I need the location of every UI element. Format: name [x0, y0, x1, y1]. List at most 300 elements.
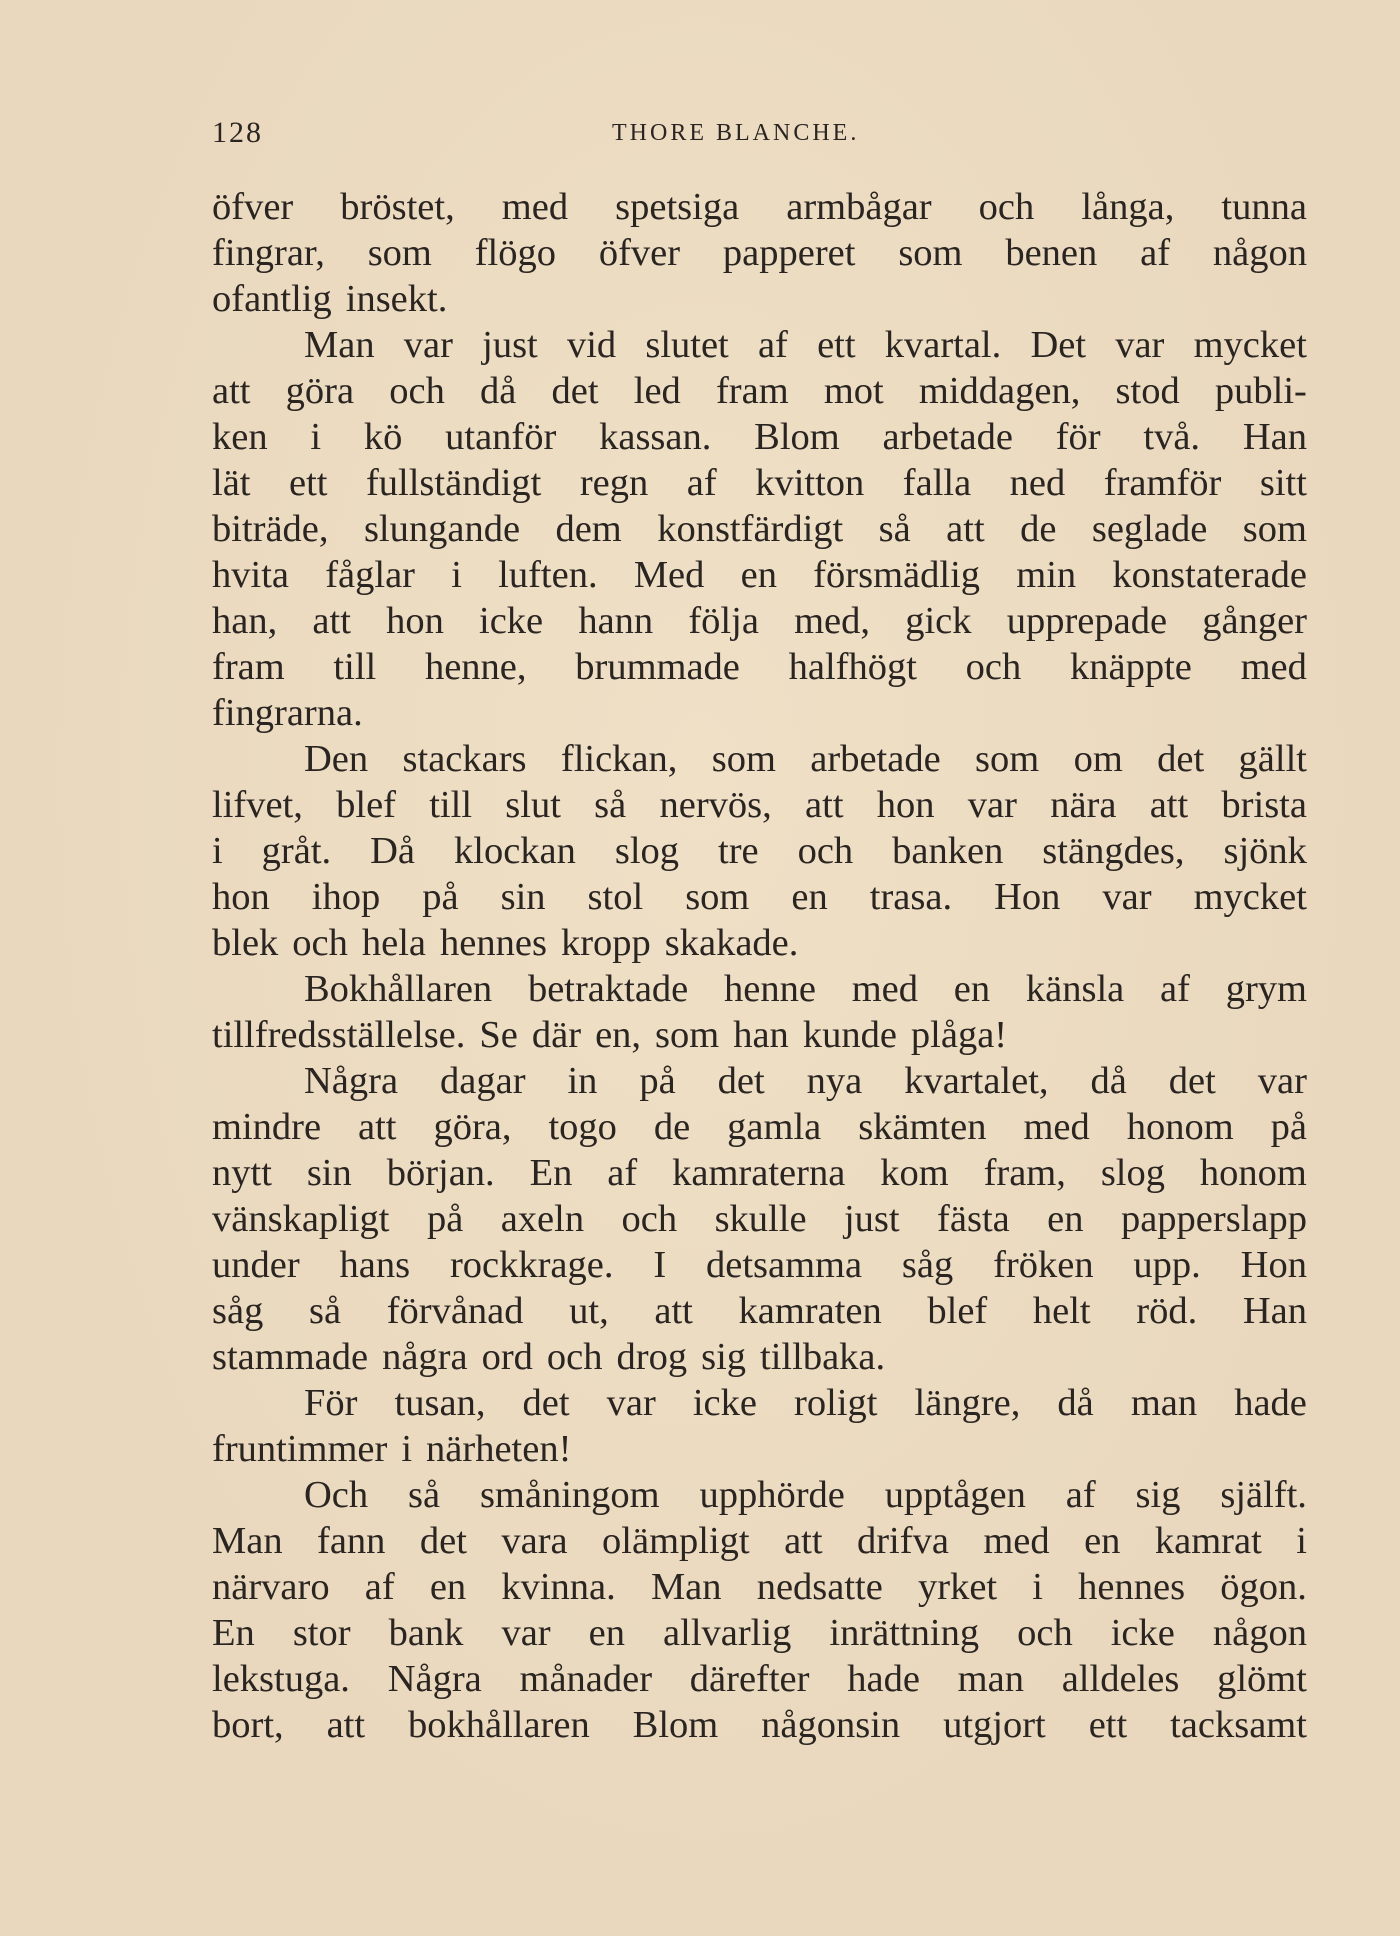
word: som — [711, 738, 776, 780]
text-line — [212, 1104, 1307, 1150]
word: som — [685, 876, 750, 918]
word: följa — [688, 600, 759, 642]
word: småningom — [479, 1474, 660, 1516]
word: med, — [794, 600, 871, 642]
word: och — [292, 922, 348, 964]
word: benen — [1005, 232, 1098, 274]
word: Man — [212, 1520, 283, 1562]
word: falla — [902, 462, 972, 504]
word: af — [1065, 1474, 1096, 1516]
word: och — [546, 1336, 603, 1378]
text-line — [212, 1472, 1307, 1518]
word: banken — [892, 830, 1004, 872]
word: någonsin — [761, 1704, 901, 1746]
word: stol — [587, 876, 644, 918]
word: kamraten — [738, 1290, 882, 1332]
word: vara — [501, 1520, 568, 1562]
word: Han — [1242, 1290, 1307, 1332]
word: två. — [1143, 416, 1201, 458]
word: nedsatte — [756, 1566, 883, 1608]
word: halfhögt — [788, 646, 917, 688]
word: stackars — [402, 738, 527, 780]
word: led — [633, 370, 681, 412]
word: fingrarna. — [212, 692, 363, 734]
text-line — [212, 322, 1307, 368]
word: en — [1084, 1520, 1121, 1562]
word: med — [1023, 1106, 1090, 1148]
word: i — [1296, 1520, 1307, 1562]
word: att — [784, 1520, 823, 1562]
word: sitt — [1259, 462, 1307, 504]
word: kö — [363, 416, 403, 458]
word: göra, — [433, 1106, 512, 1148]
word: brummade — [575, 646, 740, 688]
word: slut — [505, 784, 561, 826]
word: såg — [901, 1244, 954, 1286]
word: öfver — [212, 186, 294, 228]
word: arbetade — [810, 738, 941, 780]
word: vänskapligt — [212, 1198, 390, 1240]
word: och — [389, 370, 445, 412]
word: drog — [616, 1336, 688, 1378]
text-line — [212, 1702, 1307, 1748]
word: att — [326, 1704, 366, 1746]
word: det — [551, 370, 599, 412]
word: slog — [614, 830, 680, 872]
word: För — [304, 1382, 358, 1424]
word: papperet — [722, 232, 856, 274]
word: de — [1020, 508, 1057, 550]
word: var — [403, 324, 453, 366]
word: konstfärdigt — [657, 508, 844, 550]
word: lifvet, — [212, 784, 303, 826]
word: hann — [578, 600, 654, 642]
word: sjönk — [1223, 830, 1307, 872]
word: axeln — [500, 1198, 585, 1240]
word: där — [531, 1014, 582, 1056]
word: till — [333, 646, 377, 688]
word: på — [639, 1060, 676, 1102]
word: att — [358, 1106, 397, 1148]
word: alldeles — [1061, 1658, 1180, 1700]
word: utgjort — [943, 1704, 1046, 1746]
word: fram — [715, 370, 789, 412]
word: nya — [806, 1060, 863, 1102]
word: fåglar — [325, 554, 415, 596]
word: just — [482, 324, 538, 366]
word: skämten — [858, 1106, 987, 1148]
word: hon — [386, 600, 444, 642]
text-line — [212, 736, 1307, 782]
word: Blom — [754, 416, 840, 458]
word: stor — [292, 1612, 351, 1654]
word: att — [312, 600, 351, 642]
word: bokhållaren — [407, 1704, 590, 1746]
text-line — [212, 598, 1307, 644]
word: henne, — [424, 646, 527, 688]
word: drifva — [856, 1520, 949, 1562]
word: kassan. — [599, 416, 712, 458]
word: och — [621, 1198, 678, 1240]
word: långa, — [1081, 186, 1175, 228]
word: kvartal. — [884, 324, 1002, 366]
text-line — [212, 368, 1307, 414]
word: detsamma — [705, 1244, 863, 1286]
word: upphörde — [699, 1474, 845, 1516]
word: att — [946, 508, 985, 550]
word: mycket — [1193, 876, 1307, 918]
word: fingrar, — [212, 232, 325, 274]
text-line — [212, 1242, 1307, 1288]
word: biträde, — [212, 508, 329, 550]
word: slog — [1100, 1152, 1165, 1194]
word: var — [967, 784, 1017, 826]
word: Man — [304, 324, 375, 366]
word: middagen, — [918, 370, 1081, 412]
word: kom — [880, 1152, 949, 1194]
word: glömt — [1217, 1658, 1307, 1700]
word: röd. — [1136, 1290, 1198, 1332]
text-line — [212, 1610, 1307, 1656]
word: olämpligt — [602, 1520, 750, 1562]
word: närvaro — [212, 1566, 330, 1608]
word: i — [310, 416, 322, 458]
word: sin — [500, 876, 546, 918]
word: tusan, — [394, 1382, 486, 1424]
body-text — [212, 184, 1307, 1748]
word: blef — [336, 784, 396, 826]
word: och — [797, 830, 854, 872]
text-line — [212, 782, 1307, 828]
word: Blom — [632, 1704, 719, 1746]
word: konstaterade — [1112, 554, 1307, 596]
word: så — [594, 784, 627, 826]
word: ned — [1009, 462, 1066, 504]
word: Den — [304, 738, 369, 780]
word: icke — [692, 1382, 757, 1424]
word: hela — [361, 922, 427, 964]
word: själft. — [1220, 1474, 1307, 1516]
word: hade — [847, 1658, 920, 1700]
word: fram, — [983, 1152, 1066, 1194]
word: någon — [1212, 1612, 1307, 1654]
word: nytt — [212, 1152, 272, 1194]
word: plåga! — [910, 1014, 1008, 1056]
word: han — [733, 1014, 789, 1056]
word: af — [757, 324, 788, 366]
word: Då — [370, 830, 416, 872]
word: utanför — [445, 416, 557, 458]
word: Hon — [994, 876, 1061, 918]
word: upp. — [1133, 1244, 1201, 1286]
word: just — [843, 1198, 900, 1240]
word: fästa — [937, 1198, 1010, 1240]
word: fruntimmer — [212, 1428, 388, 1470]
word: upprepade — [1006, 600, 1168, 642]
word: kamrat — [1154, 1520, 1262, 1562]
word: om — [1073, 738, 1123, 780]
text-line — [212, 966, 1307, 1012]
word: en — [588, 1612, 626, 1654]
word: blek — [212, 922, 279, 964]
word: därefter — [689, 1658, 810, 1700]
word: man — [957, 1658, 1024, 1700]
text-line — [212, 414, 1307, 460]
word: sig — [1135, 1474, 1181, 1516]
word: ett — [1088, 1704, 1128, 1746]
text-line — [212, 920, 1307, 966]
word: insekt. — [345, 278, 448, 320]
word: hans — [339, 1244, 411, 1286]
word: En — [529, 1152, 573, 1194]
word: var — [1257, 1060, 1307, 1102]
word: tunna — [1221, 186, 1307, 228]
word: hon — [876, 784, 935, 826]
word: bröstet, — [340, 186, 455, 228]
word: förvånad — [386, 1290, 524, 1332]
word: sin — [306, 1152, 352, 1194]
word: Bokhållaren — [304, 968, 493, 1010]
word: dem — [555, 508, 622, 550]
text-line — [212, 1564, 1307, 1610]
word: med — [983, 1520, 1050, 1562]
running-head — [212, 116, 1307, 156]
word: det — [1157, 738, 1205, 780]
word: framför — [1103, 462, 1222, 504]
word: slutet — [645, 324, 729, 366]
word: närheten! — [426, 1428, 572, 1470]
word: honom — [1126, 1106, 1234, 1148]
text-line — [212, 276, 1307, 322]
word: Med — [633, 554, 705, 596]
word: mot — [823, 370, 884, 412]
word: ut, — [569, 1290, 609, 1332]
word: papperslapp — [1120, 1198, 1307, 1240]
word: man — [1130, 1382, 1198, 1424]
text-line — [212, 1380, 1307, 1426]
word: inrättning — [829, 1612, 980, 1654]
word: allvarlig — [663, 1612, 792, 1654]
word: på — [422, 876, 459, 918]
word: fullständigt — [365, 462, 542, 504]
word: en — [791, 876, 828, 918]
text-line — [212, 1058, 1307, 1104]
word: de — [653, 1106, 691, 1148]
word: En — [212, 1612, 255, 1654]
word: kvartalet, — [904, 1060, 1049, 1102]
word: stammade — [212, 1336, 369, 1378]
word: då — [1057, 1382, 1094, 1424]
word: och — [1017, 1612, 1073, 1654]
word: göra — [285, 370, 355, 412]
word: af — [607, 1152, 638, 1194]
word: tillfredsställelse. — [212, 1014, 466, 1056]
word: någon — [1212, 232, 1307, 274]
word: gick — [905, 600, 972, 642]
word: henne — [724, 968, 816, 1010]
word: fröken — [993, 1244, 1094, 1286]
word: slungande — [363, 508, 521, 550]
word: Några — [304, 1060, 399, 1102]
word: det — [717, 1060, 765, 1102]
word: hon — [212, 876, 270, 918]
word: det — [1168, 1060, 1216, 1102]
word: med — [501, 186, 569, 228]
word: publi- — [1214, 370, 1307, 412]
word: att — [654, 1290, 693, 1332]
word: af — [364, 1566, 395, 1608]
text-line — [212, 184, 1307, 230]
word: gamla — [727, 1106, 822, 1148]
word: brista — [1221, 784, 1307, 826]
word: klockan — [454, 830, 576, 872]
word: af — [1160, 968, 1190, 1010]
text-line — [212, 1012, 1307, 1058]
word: under — [212, 1244, 300, 1286]
word: Han — [1242, 416, 1307, 458]
word: med — [851, 968, 919, 1010]
text-line — [212, 1426, 1307, 1472]
running-title: THORE BLANCHE. — [612, 120, 860, 146]
word: nervös, — [659, 784, 772, 826]
word: det — [419, 1520, 467, 1562]
word: det — [522, 1382, 570, 1424]
word: ofantlig — [212, 278, 332, 320]
word: som — [1242, 508, 1307, 550]
word: en — [740, 554, 777, 596]
word: skakade. — [664, 922, 799, 964]
text-line — [212, 828, 1307, 874]
word: i — [1032, 1566, 1043, 1608]
word: Några — [387, 1658, 482, 1700]
word: Hon — [1240, 1244, 1307, 1286]
word: mycket — [1193, 324, 1307, 366]
text-line — [212, 874, 1307, 920]
word: känsla — [1025, 968, 1125, 1010]
word: ett — [288, 462, 328, 504]
word: seglade — [1091, 508, 1208, 550]
word: som — [367, 232, 432, 274]
page-number: 128 — [212, 116, 263, 149]
text-line — [212, 1518, 1307, 1564]
word: då — [480, 370, 517, 412]
word: icke — [1110, 1612, 1175, 1654]
word: lekstuga. — [212, 1658, 350, 1700]
word: öfver — [598, 232, 681, 274]
word: i — [401, 1428, 413, 1470]
word: hade — [1234, 1382, 1307, 1424]
word: kamraterna — [672, 1152, 846, 1194]
word: längre, — [914, 1382, 1021, 1424]
word: hennes — [440, 922, 547, 964]
word: icke — [479, 600, 544, 642]
word: så — [878, 508, 911, 550]
word: gånger — [1202, 600, 1307, 642]
word: hennes — [1078, 1566, 1186, 1608]
word: en — [953, 968, 991, 1010]
word: kvinna. — [501, 1566, 616, 1608]
word: ett — [817, 324, 856, 366]
word: bort, — [212, 1704, 284, 1746]
word: gällt — [1238, 738, 1307, 780]
word: kunde — [802, 1014, 897, 1056]
word: ögon. — [1220, 1566, 1307, 1608]
word: togo — [548, 1106, 617, 1148]
word: var — [1102, 876, 1152, 918]
word: med — [1240, 646, 1307, 688]
text-line — [212, 506, 1307, 552]
word: sig — [701, 1336, 747, 1378]
word: en — [429, 1566, 467, 1608]
word: trasa. — [869, 876, 953, 918]
word: skulle — [714, 1198, 807, 1240]
text-line — [212, 552, 1307, 598]
word: var — [501, 1612, 551, 1654]
word: rockkrage. — [449, 1244, 614, 1286]
word: grym — [1225, 968, 1307, 1010]
word: som — [898, 232, 963, 274]
word: kvitton — [755, 462, 865, 504]
word: flickan, — [560, 738, 678, 780]
word: regn — [579, 462, 649, 504]
word: knäppte — [1070, 646, 1192, 688]
word: nära — [1050, 784, 1117, 826]
word: som — [975, 738, 1040, 780]
word: ihop — [311, 876, 381, 918]
word: Det — [1030, 324, 1087, 366]
word: lät — [212, 462, 251, 504]
text-line — [212, 1288, 1307, 1334]
word: betraktade — [527, 968, 689, 1010]
word: till — [429, 784, 473, 826]
word: in — [567, 1060, 598, 1102]
word: honom — [1199, 1152, 1307, 1194]
word: så — [308, 1290, 342, 1332]
word: månader — [519, 1658, 653, 1700]
word: att — [1149, 784, 1189, 826]
text-line — [212, 1334, 1307, 1380]
text-line — [212, 1196, 1307, 1242]
word: och — [978, 186, 1035, 228]
word: ken — [212, 416, 268, 458]
word: då — [1090, 1060, 1127, 1102]
word: för — [1055, 416, 1101, 458]
word: så — [408, 1474, 441, 1516]
word: dagar — [440, 1060, 526, 1102]
word: var — [606, 1382, 656, 1424]
word: som — [655, 1014, 720, 1056]
word: fram — [212, 646, 285, 688]
word: tre — [718, 830, 759, 872]
word: att — [212, 370, 251, 412]
word: han, — [212, 600, 278, 642]
word: att — [805, 784, 844, 826]
word: flögo — [474, 232, 556, 274]
word: armbågar — [786, 186, 932, 228]
word: en — [1047, 1198, 1084, 1240]
word: min — [1016, 554, 1077, 596]
word: i — [212, 830, 223, 872]
text-line — [212, 690, 1307, 736]
word: ord — [481, 1336, 533, 1378]
word: tacksamt — [1170, 1704, 1307, 1746]
text-line — [212, 644, 1307, 690]
word: I — [653, 1244, 667, 1286]
text-line — [212, 1656, 1307, 1702]
word: stängdes, — [1042, 830, 1185, 872]
word: roligt — [794, 1382, 878, 1424]
word: några — [382, 1336, 468, 1378]
